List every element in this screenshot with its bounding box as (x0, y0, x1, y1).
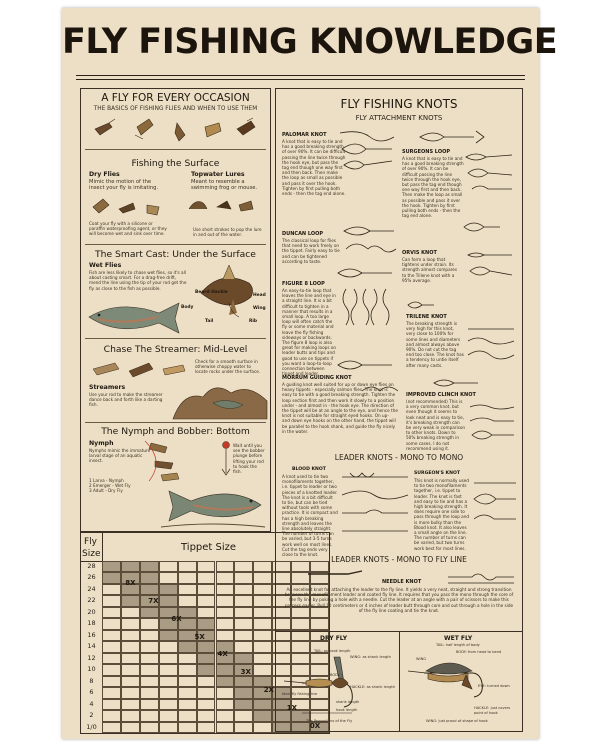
tippet-cell (216, 607, 235, 618)
tippet-cell (159, 584, 178, 595)
tippet-cell (234, 595, 253, 606)
blood-knot-desc: A knot used to tie two monofilaments together, i.e. tippet to leader or two pieces of a knotted leader. The knot is a bit difficult to tie, but can be tied without tools with some practice. It is compact and has a high breaking strength and leaves the line absolutely straight. The number of turns can be varied, but 3-5 turns work well on most lines. Cut the tag ends very close to the knot. (282, 474, 338, 558)
trilene-knot-name: TRILENE KNOT (406, 314, 447, 320)
tippet-cell (159, 572, 178, 583)
stage-2: 2 Emerger - Wet Fly (89, 483, 131, 489)
tippet-label: 0X (309, 721, 321, 730)
nymph-label: Nymph (89, 440, 114, 447)
tippet-cell (178, 595, 197, 606)
tippet-cell (253, 630, 272, 641)
smart-cast-title: The Smart Cast: Under the Surface (95, 249, 256, 260)
tippet-cell (234, 710, 253, 721)
dry-label-body: BODY (330, 673, 340, 677)
fly-size-label: 18 (81, 618, 103, 629)
figure8-top-diagram (336, 265, 396, 281)
fly-row-illustration (87, 115, 263, 147)
tippet-cell (216, 664, 235, 675)
fly-occasion-header: A FLY FOR EVERY OCCASION (101, 92, 250, 104)
figure8-loop-name: FIGURE 8 LOOP (282, 281, 325, 287)
dry-label-shank: shank length (336, 700, 360, 704)
tippet-cell (102, 607, 121, 618)
fly-size-label: 1/0 (81, 722, 103, 733)
nymph-title: The Nymph and Bobber: Bottom (101, 426, 250, 437)
tippet-cell (140, 653, 159, 664)
tippet-cell (216, 584, 235, 595)
tippet-cell (178, 722, 197, 733)
poster-title: FLY FISHING KNOWLEDGE (62, 22, 558, 62)
tippet-cell (159, 653, 178, 664)
tippet-cell (234, 584, 253, 595)
dry-fly-title: DRY FLY (320, 635, 348, 642)
tippet-cell (253, 641, 272, 652)
tippet-cell (197, 595, 216, 606)
part-beard-hackle: Beard Hackle (195, 290, 228, 295)
orvis-knot-diagram (466, 249, 516, 285)
title-rule-top (76, 75, 525, 76)
clinch-top-diagram (432, 375, 482, 391)
blood-knot-diagram (340, 467, 410, 539)
tippet-cell (140, 561, 159, 572)
fly-size-label: 10 (81, 664, 103, 675)
needle-knot-diagram (446, 567, 516, 587)
tippet-cell (102, 618, 121, 629)
part-body: Body (181, 305, 194, 310)
tippet-cell (121, 595, 140, 606)
tippet-cell (197, 561, 216, 572)
streamers-desc: Use your rod to make the streamer dance back and forth like a darting fish. (89, 392, 163, 408)
tippet-cell (234, 561, 253, 572)
tippet-cell (102, 595, 121, 606)
orvis-knot-name: ORVIS KNOT (402, 250, 437, 256)
tippet-cell (197, 584, 216, 595)
wet-flies-label: Wet Flies (89, 262, 122, 269)
tippet-cell (159, 699, 178, 710)
morrum-knot-diagram (360, 381, 400, 401)
tippet-label: 2X (263, 685, 274, 694)
surgeons-knot-diagram (472, 475, 518, 535)
wet-label-wing-proud: WING: just proud of shape of hook (426, 719, 488, 723)
tippet-cell (159, 664, 178, 675)
tippet-cell (234, 687, 253, 698)
part-head: Head (253, 293, 266, 298)
tippet-cell (140, 607, 159, 618)
wet-label-eye: EYE: turned down (478, 684, 510, 688)
fly-occasion-subheader: THE BASICS OF FISHING FLIES AND WHEN TO USE THEM (93, 106, 258, 112)
part-tail: Tail (205, 319, 214, 324)
tippet-cell (253, 722, 272, 733)
tippet-cell (102, 722, 121, 733)
tippet-cell (197, 676, 216, 687)
nymph-stages (89, 478, 149, 496)
streamer-title: Chase The Streamer: Mid-Level (103, 344, 248, 355)
tippet-cell (102, 687, 121, 698)
tippet-cell (216, 710, 235, 721)
tippet-cell (178, 710, 197, 721)
tippet-cell (159, 722, 178, 733)
tippet-cell (159, 687, 178, 698)
morrum-knot-name: MORRUM GUIDING KNOT (282, 375, 352, 381)
tippet-cell (197, 607, 216, 618)
tippet-cell (253, 572, 272, 583)
tippet-cell (197, 710, 216, 721)
tippet-cell (216, 561, 235, 572)
blood-knot-name: BLOOD KNOT (292, 467, 326, 472)
palomar-knot-desc: A knot that is easy to tie and has a good breaking strength of over 90%. It can be difficult passing the line twice through the hook eye, but pass the tag end though one way first and then back. Then make the loop as small as possible and pass it over the hook. Tighten by first pulling both ends - then the tag end alone. (282, 139, 346, 197)
tippet-cell (178, 561, 197, 572)
tippet-cell (121, 630, 140, 641)
tippet-cell (216, 572, 235, 583)
part-rib: Rib (249, 319, 258, 324)
knots-panel (275, 88, 523, 732)
tippet-cell (216, 595, 235, 606)
tippet-cell (121, 641, 140, 652)
tippet-title: Tippet Size (181, 542, 237, 553)
tippet-cell (140, 664, 159, 675)
knots-header: FLY FISHING KNOTS (340, 97, 458, 111)
tippet-cell (178, 676, 197, 687)
tippet-cell (121, 561, 140, 572)
morrum-knot-desc: A guiding knot well suited for up or down eye flies on heavy tippets - especially salmon flies. The knot is easy to tie with a good breaking strength. Tighten the loop section first and then work it slowly to a position under - and almost in - the hook eye. The direction of the tippet will be at an angle to the eye, and hence the knot is not suitable for straight eyed hooks. On up- and down eye hooks on the other hand, the tippet will be parallel to the hook shank, and guide the fly nicely in the water. (282, 382, 398, 434)
tippet-cell (102, 699, 121, 710)
streamers-label: Streamers (89, 384, 126, 391)
tippet-cell (234, 607, 253, 618)
fly-size-label: 26 (81, 572, 103, 583)
tippet-cell (140, 584, 159, 595)
tippet-cell (234, 572, 253, 583)
tippet-label: 4X (217, 650, 228, 659)
poster (62, 8, 558, 739)
tippet-label: 7X (148, 597, 159, 606)
tippet-cell (159, 561, 178, 572)
tippet-cell (121, 687, 140, 698)
tippet-cell (121, 664, 140, 675)
tippet-cell (197, 664, 216, 675)
title-rule-bottom (76, 79, 525, 80)
tippet-cell (234, 699, 253, 710)
wet-label-hackle: HACKLE: just covers point of hook (474, 706, 511, 716)
nymph-stages-illustration (141, 437, 211, 485)
fly-size-label: 28 (81, 561, 103, 572)
fly-size-label: 2 (81, 710, 103, 721)
tippet-cell (121, 653, 140, 664)
tippet-cell (121, 676, 140, 687)
tippet-cell (253, 618, 272, 629)
tippet-cell (216, 687, 235, 698)
dry-flies-desc: Mimic the motion of the insect your fly is imitating. (89, 179, 159, 192)
tippet-cell (234, 722, 253, 733)
tippet-cell (102, 572, 121, 583)
fly-size-label: 8 (81, 676, 103, 687)
streamer-flies-illustration (89, 357, 189, 381)
needle-knot-name: NEEDLE KNOT (382, 579, 422, 585)
tippet-cell (253, 664, 272, 675)
surface-title: Fishing the Surface (131, 158, 220, 169)
tippet-cell (253, 595, 272, 606)
tippet-cell (102, 710, 121, 721)
tippet-cell (197, 699, 216, 710)
dry-label-line: Ideal fly fishing line (282, 692, 318, 696)
tippet-cell (102, 641, 121, 652)
stage-1: 1 Larva - Nymph (89, 478, 124, 483)
trilene-knot-desc: The breaking strength is very high for this knot, very close to 100% for some lines and diameters and almost always above 90%. Do not cut the tag end too close. The knot has a tendency to untie itself after many casts. (406, 321, 464, 368)
trilene-knot-diagram (466, 323, 518, 369)
dry-flies-label: Dry Flies (89, 171, 120, 178)
tippet-cell (121, 699, 140, 710)
tippet-cell (121, 722, 140, 733)
surgeons-knot-desc: This knot is normally used to tie two monofilaments together, i.e. tippet to leader. The knot is fast and easy to tie and has a high breaking strength. It does require one side to pass through the loop and is more bulky than the Blood knot. It also leaves a small angle on the line. The number of turns can be varied, but two turns work best for most lines. (414, 478, 470, 551)
wet-label-wing: WING (416, 657, 427, 661)
surgeons-loop-desc: A knot that is easy to tie and has a good breaking strength of over 90%. It can be difficult passing the line twice through the hook eye, but pass the tag end though one way first and then back. Then make the loop as small as possible and pass it over the hook. Tighten by first pulling both ends - then the tag end alone. (402, 156, 464, 219)
dry-label-tail: TAIL: as hook length (314, 649, 351, 653)
tippet-cell (159, 676, 178, 687)
surface-flies-illustration (89, 193, 261, 221)
tippet-cell (140, 618, 159, 629)
tippet-cell (102, 630, 121, 641)
surgeons-loop-top-diagram (416, 127, 516, 147)
tippet-cell (178, 664, 197, 675)
figure8-loop-desc: An easy-to-tie loop that leaves the line and eye in a straight line. It is a bit difficult to tighten in a manner that results in a small loop. A too large loop will often catch the fly or some material and leave the fly fishing sideways or backwards. The figure 8 loop is also great for making loops on leader butts and tips and good to use on tippets if you want a loop-to-loop connection between tippet and leader. (282, 288, 337, 377)
improved-clinch-desc: (not recommended) This is a very common knot, but even though it seems to look neat and is easy to tie, it's breaking strength can be very weak in comparison to other knots. Down to 50% breaking strength in some cases. I do not recommend using it. (406, 399, 466, 451)
surgeons-loop-name: SURGEONS LOOP (402, 149, 450, 155)
needle-top-diagram (306, 567, 366, 581)
dry-label-proportions: The Proportions of the Fly (306, 719, 353, 723)
tippet-cell (253, 710, 272, 721)
surgeons-loop-diagram (462, 149, 518, 195)
fly-size-label: 12 (81, 653, 103, 664)
surgeons-knot-name: SURGEON'S KNOT (414, 471, 460, 476)
topwater-label: Topwater Lures (191, 171, 245, 178)
tippet-cell (197, 722, 216, 733)
leader-mono-header: LEADER KNOTS - MONO TO MONO (334, 453, 464, 462)
tippet-cell (253, 561, 272, 572)
tippet-cell (234, 676, 253, 687)
fly-occasion-panel (80, 88, 271, 532)
tippet-cell (159, 710, 178, 721)
tippet-label: 5X (194, 632, 205, 641)
tippet-cell (216, 630, 235, 641)
fly-size-label: 4 (81, 699, 103, 710)
tippet-cell (253, 607, 272, 618)
improved-clinch-diagram (468, 401, 518, 449)
duncan-loop-diagram (342, 223, 398, 259)
tippet-label: 3X (240, 668, 251, 677)
fly-size-label: 24 (81, 584, 103, 595)
morrum-top-diagram (336, 357, 396, 373)
tippet-cell (253, 584, 272, 595)
tippet-cell (102, 676, 121, 687)
fly-size-label: 22 (81, 595, 103, 606)
wet-fly-title: WET FLY (444, 635, 473, 642)
needle-knot-desc: An excellent knot for attaching the leader to the fly line. It yields a very neat, straight and strong transition between the monofilament leader and coated fly line. It requires that you pass the mono through the core of the fly line by poking a hole with a needle. Cut the leader at an angle with a pair of scissors to make this process easier. Pull 10 centimeters or 4 inches of leader butt through core and out through a hole in the side of the fly line coating and tie the knot. (284, 587, 514, 613)
palomar-knot-name: PALOMAR KNOT (282, 132, 327, 138)
tippet-cell (121, 618, 140, 629)
wet-flies-desc: Fish are less likely to chase wet flies, so it's all about casting smart. For a drag-free drift, mend the line using the tip of your rod get the fly as close to the fish as possible. (89, 270, 187, 291)
duncan-loop-desc: The classical loop for flies that need to work freely on the tippet. Fairly easy to tie and can be tightened according to taste. (282, 238, 340, 264)
tippet-cell (216, 676, 235, 687)
tippet-cell (197, 618, 216, 629)
tippet-cell (140, 676, 159, 687)
tippet-cell (102, 561, 121, 572)
tippet-cell (178, 687, 197, 698)
tippet-cell (234, 653, 253, 664)
tippet-cell (178, 641, 197, 652)
rocks-illustration (173, 383, 267, 421)
tippet-cell (216, 618, 235, 629)
part-wing: Wing (253, 306, 266, 311)
tippet-cell (140, 722, 159, 733)
tippet-cell (140, 572, 159, 583)
tippet-cell (197, 687, 216, 698)
tippet-cell (178, 584, 197, 595)
tippet-cell (253, 699, 272, 710)
strokes-note: Use short strokes to pop the lure in and out of the water. (193, 227, 262, 238)
figure8-loop-diagram (340, 285, 396, 333)
tippet-cell (140, 710, 159, 721)
attachment-knots-subheader: FLY ATTACHMENT KNOTS (355, 114, 443, 122)
tippet-cell (178, 572, 197, 583)
streamer-note: Check for a smooth surface in otherwise choppy water to locate rocks under the surface. (195, 359, 261, 375)
fly-size-label: 6 (81, 687, 103, 698)
tippet-cell (216, 722, 235, 733)
coat-note: Coat your fly with a silicone or paraffin waterproofing agent, or they will become wet and sink over time. (89, 221, 167, 237)
fly-size-label: 20 (81, 607, 103, 618)
orvis-knot-top-diagram (462, 217, 502, 237)
tippet-label: 8X (125, 579, 136, 588)
fly-label: Fly (84, 537, 98, 547)
leader-fly-header: LEADER KNOTS - MONO TO FLY LINE (331, 555, 467, 564)
tippet-cell (253, 653, 272, 664)
trout-illustration-2 (161, 485, 265, 529)
wait-note: Wait until you see the bobber plunge before lifting your rod to hook the fish. (233, 443, 265, 475)
tippet-label: 1X (286, 703, 298, 712)
topwater-desc: Meant to resemble a swimming frog or mouse. (191, 179, 258, 192)
tippet-cell (234, 618, 253, 629)
tippet-cell (140, 630, 159, 641)
tippet-cell (140, 687, 159, 698)
tippet-cell (159, 641, 178, 652)
tippet-cell (102, 584, 121, 595)
nymph-desc: Nymphs mimic the immature larval stage of an aquatic insect. (89, 448, 151, 464)
duncan-loop-name: DUNCAN LOOP (282, 231, 324, 237)
tippet-cell (178, 699, 197, 710)
bobber-arrow-illustration (219, 439, 233, 479)
tippet-cell (159, 630, 178, 641)
orvis-knot-desc: Can form a loop that tightens under strain. Its strength almost compares to the Trilene knot with a 95% average. (402, 257, 458, 283)
tippet-cell (234, 641, 253, 652)
improved-clinch-name: IMPROVED CLINCH KNOT (406, 392, 476, 398)
dry-label-wing: WING: as shank length (350, 655, 391, 659)
tippet-cell (140, 699, 159, 710)
tippet-cell (102, 664, 121, 675)
tippet-label: 6X (171, 614, 182, 623)
fly-size-label: 14 (81, 641, 103, 652)
dry-label-hackle: HACKLE: as shank length (350, 685, 396, 689)
tippet-cell (197, 572, 216, 583)
dry-label-hook: hook length (336, 708, 358, 712)
tippet-cell (178, 653, 197, 664)
size-label: Size (82, 549, 101, 559)
tippet-cell (121, 710, 140, 721)
trilene-top-diagram (406, 297, 436, 313)
fly-size-label: 16 (81, 630, 103, 641)
tippet-cell (216, 699, 235, 710)
stage-3: 3 Adult - Dry Fly (89, 488, 123, 494)
trout-illustration-1 (85, 299, 185, 335)
wet-label-tail: TAIL: half length of body (436, 643, 480, 647)
tippet-cell (121, 607, 140, 618)
tippet-cell (140, 641, 159, 652)
tippet-cell (102, 653, 121, 664)
tippet-cell (234, 630, 253, 641)
wet-label-body: BODY: from head to bend (456, 650, 502, 654)
